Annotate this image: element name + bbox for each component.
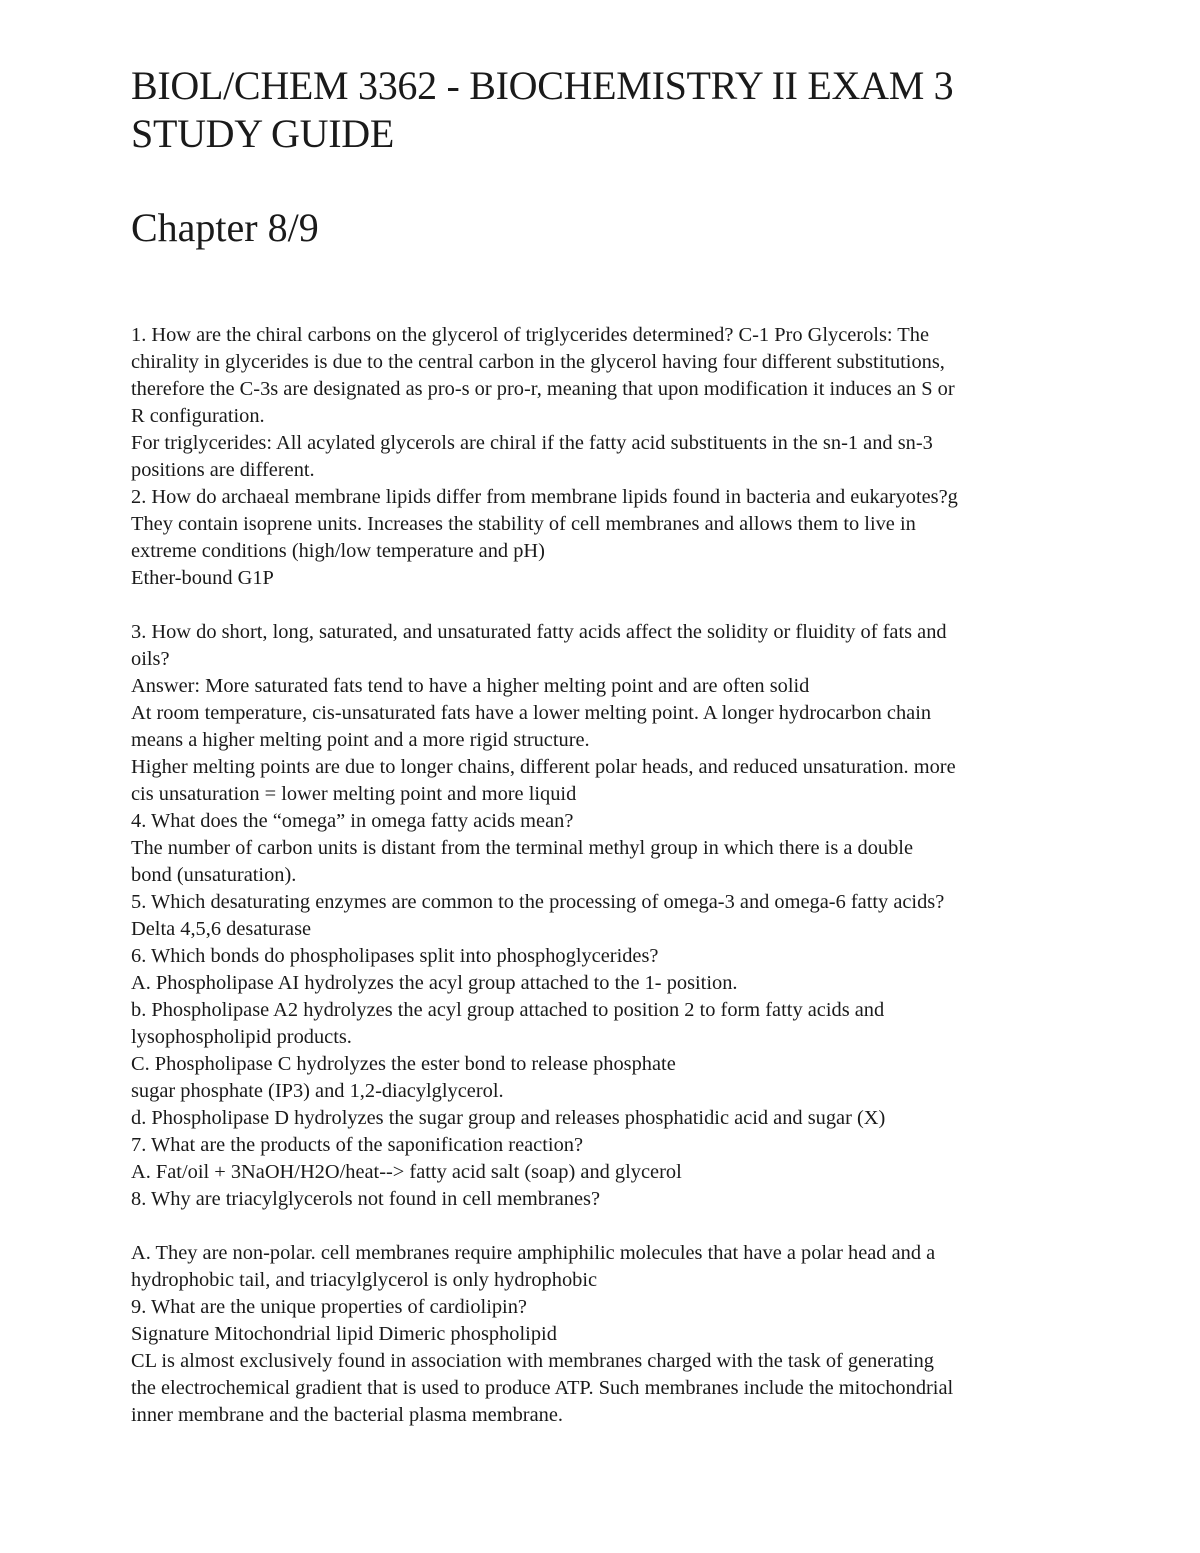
text-line: 7. What are the products of the saponification reaction? [131,1134,584,1156]
text-line: 2. How do archaeal membrane lipids differ from membrane lipids found in bacteria and eukaryotes?g [131,486,958,508]
text-line: They contain isoprene units. Increases the stability of cell membranes and allows them to live in [131,513,916,535]
text-line: CL is almost exclusively found in association with membranes charged with the task of generating [131,1350,934,1372]
text-line: positions are different. [131,459,315,481]
text-line: R configuration. [131,405,265,427]
document-page [131,62,1091,1429]
text-line: 5. Which desaturating enzymes are common to the processing of omega-3 and omega-6 fatty acids? [131,891,945,913]
text-line: 8. Why are triacylglycerols not found in cell membranes? [131,1188,601,1210]
text-line: Answer: More saturated fats tend to have a higher melting point and are often solid [131,675,810,697]
text-line: hydrophobic tail, and triacylglycerol is only hydrophobic [131,1269,598,1291]
text-line: 3. How do short, long, saturated, and unsaturated fatty acids affect the solidity or fluidity of fats and [131,621,947,643]
document-body [131,322,1091,1429]
title-line-2: STUDY GUIDE [131,111,394,156]
text-line: 9. What are the unique properties of cardiolipin? [131,1296,527,1318]
text-line: A. Phospholipase AI hydrolyzes the acyl group attached to the 1- position. [131,972,738,994]
text-line: A. Fat/oil + 3NaOH/H2O/heat--> fatty acid salt (soap) and glycerol [131,1161,682,1183]
text-line: the electrochemical gradient that is used to produce ATP. Such membranes include the mitochondrial [131,1377,954,1399]
text-line: A. They are non-polar. cell membranes require amphiphilic molecules that have a polar head and a [131,1242,936,1264]
text-line: 6. Which bonds do phospholipases split into phosphoglycerides? [131,945,659,967]
text-line: d. Phospholipase D hydrolyzes the sugar group and releases phosphatidic acid and sugar (X) [131,1107,886,1129]
text-line: b. Phospholipase A2 hydrolyzes the acyl group attached to position 2 to form fatty acids and [131,999,885,1021]
text-line: lysophospholipid products. [131,1026,352,1048]
text-line: inner membrane and the bacterial plasma membrane. [131,1404,563,1426]
text-line: oils? [131,648,170,670]
text-line: cis unsaturation = lower melting point and more liquid [131,783,577,805]
text-line: therefore the C-3s are designated as pro-s or pro-r, meaning that upon modification it induces an S or [131,378,955,400]
text-line: C. Phospholipase C hydrolyzes the ester bond to release phosphate [131,1053,676,1075]
document-title [131,62,1091,158]
text-line: sugar phosphate (IP3) and 1,2-diacylglycerol. [131,1080,504,1102]
text-line: Signature Mitochondrial lipid Dimeric phospholipid [131,1323,557,1345]
text-line: For triglycerides: All acylated glycerols are chiral if the fatty acid substituents in the sn-1 and sn-3 [131,432,933,454]
chapter-heading: Chapter 8/9 [131,205,319,250]
text-line: means a higher melting point and a more rigid structure. [131,729,590,751]
blank-line [131,1213,1091,1240]
text-line: extreme conditions (high/low temperature and pH) [131,540,545,562]
text-line: At room temperature, cis-unsaturated fats have a lower melting point. A longer hydrocarbon chain [131,702,932,724]
blank-line [131,592,1091,619]
text-line: Higher melting points are due to longer chains, different polar heads, and reduced unsaturation. more [131,756,956,778]
text-line: bond (unsaturation). [131,864,297,886]
text-line: Delta 4,5,6 desaturase [131,918,312,940]
text-line: chirality in glycerides is due to the central carbon in the glycerol having four different substitutions, [131,351,945,373]
text-line: The number of carbon units is distant from the terminal methyl group in which there is a double [131,837,914,859]
text-line: Ether-bound G1P [131,567,274,589]
title-line-1: BIOL/CHEM 3362 - BIOCHEMISTRY II EXAM 3 [131,63,954,108]
text-line: 4. What does the “omega” in omega fatty acids mean? [131,810,574,832]
text-line: 1. How are the chiral carbons on the glycerol of triglycerides determined? C-1 Pro Glycerols: The [131,324,929,346]
